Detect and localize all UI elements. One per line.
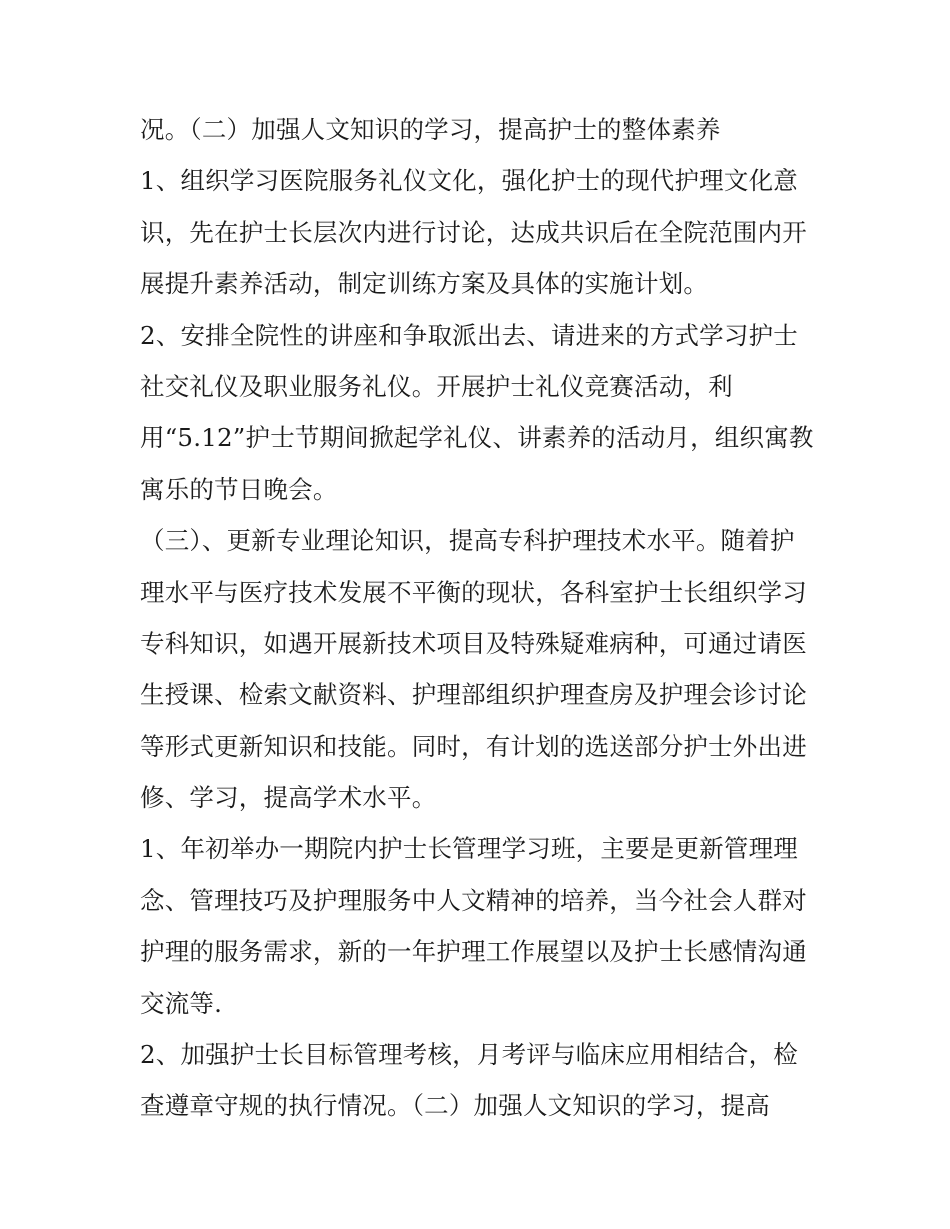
text-line: 2、加强护士长目标管理考核，月考评与临床应用相结合，检 [140,1040,798,1070]
text-line: 社交礼仪及职业服务礼仪。开展护士礼仪竞赛活动，利 [140,371,733,401]
text-line: （三）、更新专业理论知识，提高专科护理技术水平。随着护 [140,526,795,556]
text-line: 1、年初举办一期院内护士长管理学习班，主要是更新管理理 [140,834,798,864]
document-body [140,104,820,1132]
text-line: 修、学习，提高学术水平。 [140,783,437,813]
text-line: 识，先在护士长层次内进行讨论，达成共识后在全院范围内开 [140,217,807,247]
text-line: 护理的服务需求，新的一年护理工作展望以及护士长感情沟通 [140,937,807,967]
text-line: 用“5.12”护士节期间掀起学礼仪、讲素养的活动月，组织寓教 [140,423,814,453]
text-line: 展提升素养活动，制定训练方案及具体的实施计划。 [140,269,709,299]
text-line: 寓乐的节日晚会。 [140,474,338,504]
text-line: 生授课、检索文献资料、护理部组织护理查房及护理会诊讨论 [140,680,807,710]
text-line: 查遵章守规的执行情况。（二）加强人文知识的学习，提高 [140,1091,770,1121]
text-line: 1、组织学习医院服务礼仪文化，强化护士的现代护理文化意 [140,166,798,196]
text-line: 专科知识，如遇开展新技术项目及特殊疑难病种，可通过请医 [140,628,807,658]
text-line: 念、管理技巧及护理服务中人文精神的培养，当今社会人群对 [140,885,807,915]
text-line: 理水平与医疗技术发展不平衡的现状，各科室护士长组织学习 [140,577,807,607]
text-line: 况。（二）加强人文知识的学习，提高护士的整体素养 [140,115,721,144]
text-line: 2、安排全院性的讲座和争取派出去、请进来的方式学习护士 [140,320,798,350]
text-line: 交流等. [140,988,223,1018]
text-line: 等形式更新知识和技能。同时，有计划的选送部分护士外出进 [140,731,807,761]
